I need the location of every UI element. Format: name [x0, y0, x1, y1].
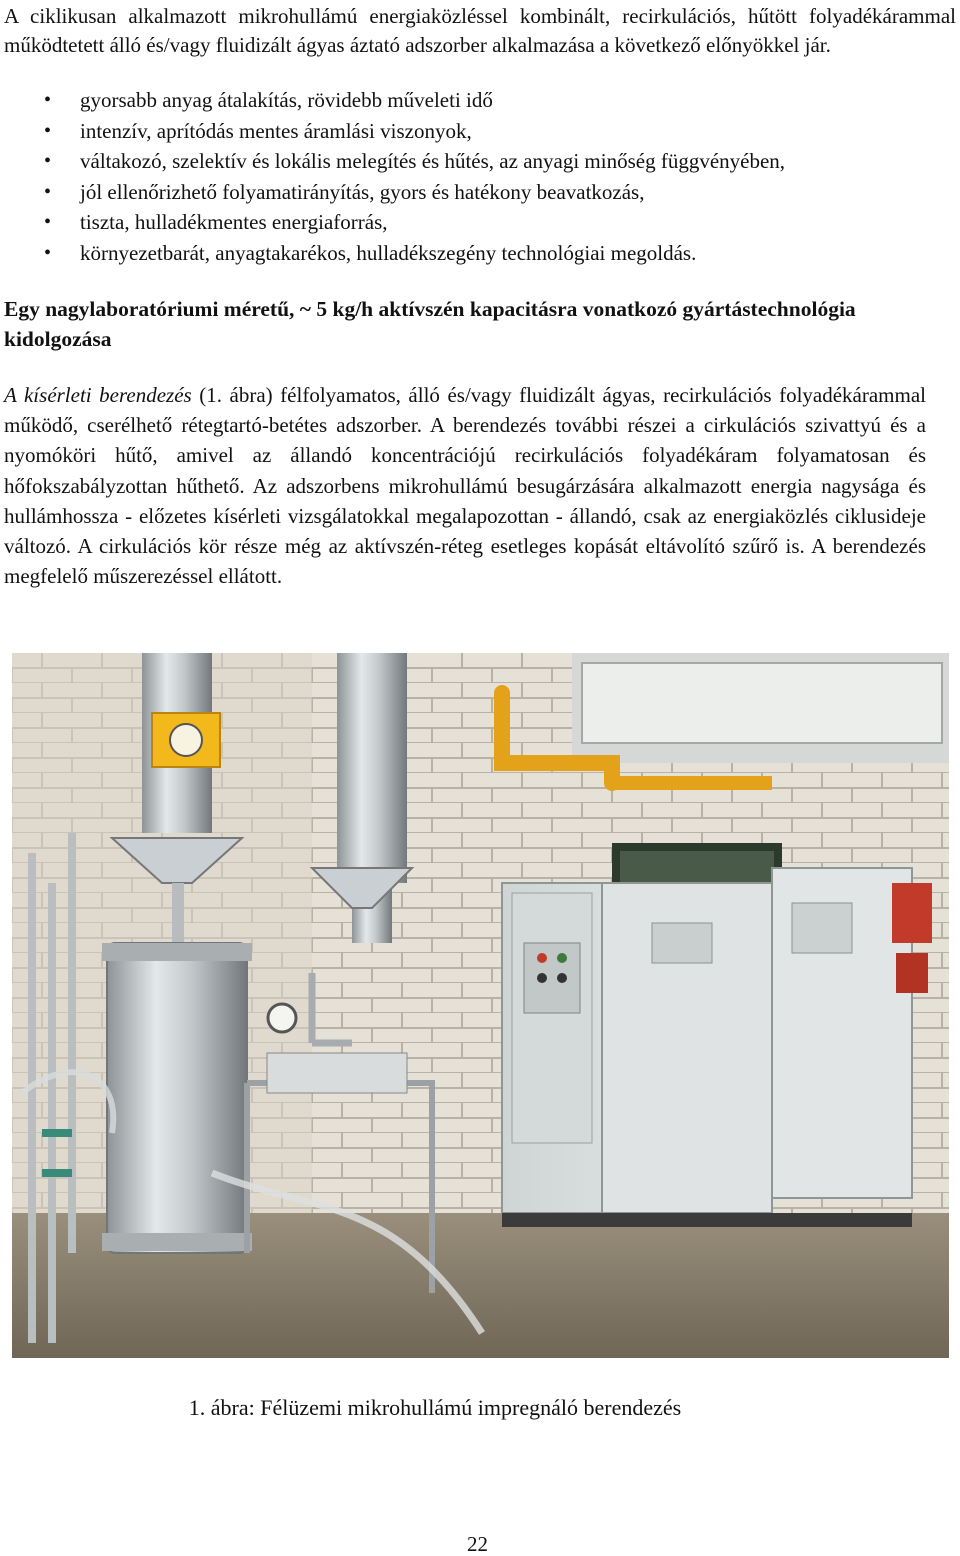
- body-text: (1. ábra) félfolyamatos, álló és/vagy fluidizált ágyas, recirkulációs folyadékárammal működő, cserélhető rétegtartó-betétes adszorber. A berendezés további részei a cirkulációs szivattyú és a nyomóköri hűtő, amivel az állandó koncentrációjú recirkulációs folyadékáram folyamatosan és hőfokszabályzottan hűthető. Az adszorbens mikrohullámú besugárzására alkalmazott energia nagysága és hullámhossza - előzetes kísérleti vizsgálatokkal megalapozottan - állandó, csak az energiaközlés ciklusideje változó. A cirkulációs kör része még az aktívszén-réteg esetleges kopását eltávolító szűrő is. A berendezés megfelelő műszerezéssel ellátott.: [4, 383, 926, 589]
- bullet-icon: •: [44, 150, 52, 172]
- bullet-icon: •: [44, 241, 52, 264]
- italic-lead: A kísérleti berendezés: [4, 383, 192, 407]
- bullet-icon: •: [44, 211, 52, 233]
- page-number: 22: [467, 1532, 488, 1556]
- list-item: • környezetbarát, anyagtakarékos, hulladékszegény technológiai megoldás.: [0, 238, 950, 269]
- advantages-list: [0, 85, 950, 268]
- list-item: • gyorsabb anyag átalakítás, rövidebb műveleti idő: [0, 85, 950, 116]
- list-item: • váltakozó, szelektív és lokális melegítés és hűtés, az anyagi minőség függvényében,: [0, 146, 950, 177]
- equipment-photo: [12, 653, 949, 1358]
- intro-paragraph: A ciklikusan alkalmazott mikrohullámú energiaközléssel kombinált, recirkulációs, hűtött folyadékárammal működtetett álló és/vagy fluidizált ágyas áztató adszorber alkalmazása a következő előnyökkel jár.: [4, 4, 956, 57]
- equipment-photo-illustration: [12, 653, 949, 1358]
- figure-caption: 1. ábra: Félüzemi mikrohullámú impregnáló berendezés: [188, 1395, 682, 1420]
- list-item: • jól ellenőrizhető folyamatirányítás, gyors és hatékony beavatkozás,: [0, 177, 950, 208]
- list-item: • tiszta, hulladékmentes energiaforrás,: [0, 207, 950, 238]
- bullet-icon: •: [44, 119, 52, 142]
- section-heading: Egy nagylaboratóriumi méretű, ~ 5 kg/h aktívszén kapacitásra vonatkozó gyártástechnológia kidolgozása: [4, 297, 856, 351]
- list-item: • intenzív, aprítódás mentes áramlási viszonyok,: [0, 116, 950, 147]
- bullet-icon: •: [44, 180, 52, 203]
- bullet-icon: •: [44, 89, 52, 111]
- body-paragraph: [4, 380, 926, 591]
